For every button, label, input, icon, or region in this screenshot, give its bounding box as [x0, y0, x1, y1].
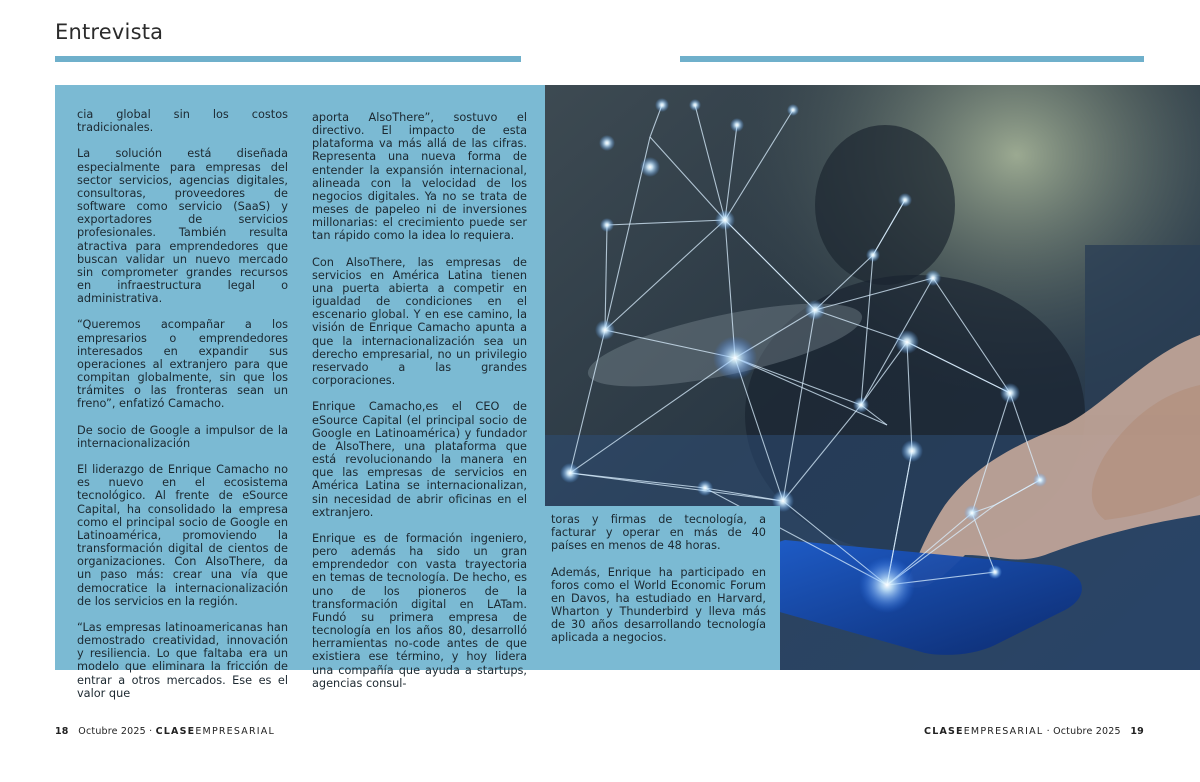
paragraph: Con AlsoThere, las empresas de servicios en América Latina tienen una puerta abierta a competir en igualdad de condiciones en el escenario global. Y en ese camino, la visión de Enrique Camacho apunta a que la internacionalización sea un derecho empresarial, no un privilegio reservado a las grandes corporaciones. — [312, 255, 527, 388]
paragraph: aporta AlsoThere”, sostuvo el directivo. El impacto de esta plataforma va más allá de las cifras. Representa una nueva forma de entender la expansión internacional, alineada con la velocidad de los negocios digitales. Ya no se trata de meses de papeleo ni de inversiones millonarias: el crecimiento puede ser tan rápido como la idea lo requiera. — [312, 111, 527, 243]
paragraph: La solución está diseñada especialmente para empresas del sector servicios, agencias digitales, consultoras, proveedores de software como servicio (SaaS) y exportadores de servicios profesionales. También resulta atractiva para emprendedores que buscan validar un nuevo mercado sin comprometer grandes recursos en infraestructura legal o administrativa. — [77, 147, 288, 306]
text-column-1 — [77, 108, 288, 700]
section-title: Entrevista — [55, 20, 164, 44]
header-rule-left — [55, 56, 521, 62]
text-column-2 — [312, 111, 527, 690]
paragraph: “Las empresas latinoamericanas han demostrado creatividad, innovación y resiliencia. Lo que faltaba era un modelo que eliminara la fricción de entrar a otros mercados. Ese es el valor que — [77, 621, 288, 700]
paragraph: cia global sin los costos tradicionales. — [77, 108, 288, 135]
paragraph: “Queremos acompañar a los empresarios o emprendedores interesados en expandir sus operaciones al extranjero para que compitan globalmente, sin que los trámites o las fronteras sean un freno”, enfatizó Camacho. — [77, 318, 288, 411]
footer-left — [55, 726, 275, 737]
header-rule-right — [680, 56, 1144, 62]
issue-date: Octubre 2025 — [78, 726, 146, 737]
brand-name-bold: CLASE — [155, 726, 196, 737]
paragraph: Enrique es de formación ingeniero, pero además ha sido un gran emprendedor con vasta trayectoria en temas de tecnología. De hecho, es uno de los pioneros de la transformación digital en LATam. Fundó su primera empresa de tecnología en los años 80, desarrolló herramientas no-code antes de que existiera ese término, y hoy lidera una compañía que ayuda a startups, agencias consul- — [312, 531, 527, 690]
text-column-3 — [551, 513, 766, 663]
paragraph: toras y firmas de tecnología, a facturar y operar en más de 40 países en menos de 48 horas. — [551, 513, 766, 553]
issue-date: Octubre 2025 — [1053, 726, 1121, 737]
paragraph: El liderazgo de Enrique Camacho no es nuevo en el ecosistema tecnológico. Al frente de eSource Capital, ha consolidado la empresa como el principal socio de Google en Latinoamérica, promoviendo la transformación digital de cientos de organizaciones. Con AlsoThere, da un paso más: crear una vía que democratice la internacionalización de los servicios en la región. — [77, 463, 288, 608]
page-number: 18 — [55, 726, 69, 737]
brand-name-light: EMPRESARIAL — [195, 726, 275, 737]
brand-name-light: EMPRESARIAL — [963, 726, 1044, 737]
paragraph: Además, Enrique ha participado en foros como el World Economic Forum en Davos, ha estudiado en Harvard, Wharton y Thunderbird y lleva más de 30 años desarrollando tecnología aplicada a negocios. — [551, 565, 766, 645]
paragraph: Enrique Camacho,es el CEO de eSource Capital (el principal socio de Google en Latinoamérica) y fundador de AlsoThere, una plataforma que está revolucionando la manera en que las empresas de servicios en América Latina se internacionalizan, sin necesidad de abrir oficinas en el extranjero. — [312, 400, 527, 519]
page-number: 19 — [1130, 726, 1144, 737]
footer-separator: · — [149, 726, 153, 737]
footer-right — [924, 726, 1144, 737]
brand-name-bold: CLASE — [924, 726, 964, 737]
footer-separator: · — [1046, 726, 1050, 737]
subheading: De socio de Google a impulsor de la internacionalización — [77, 423, 288, 450]
